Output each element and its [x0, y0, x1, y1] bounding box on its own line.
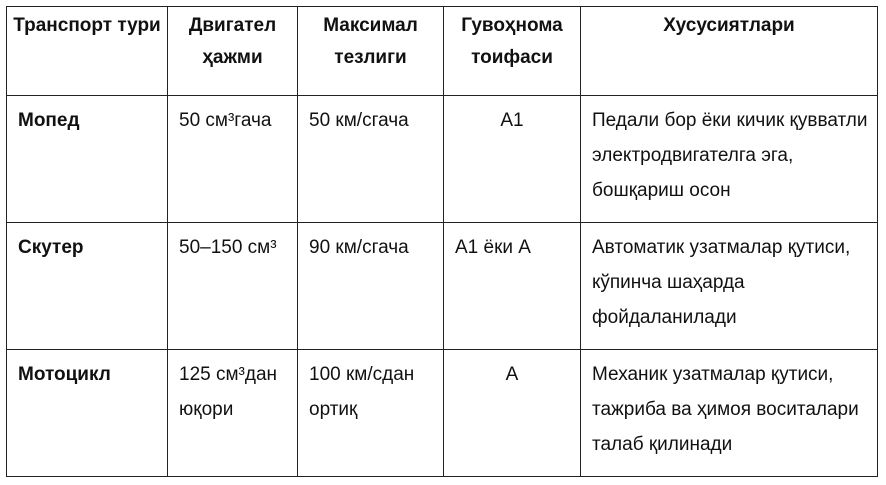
- cell-engine: 50 см³гача: [168, 96, 298, 223]
- cell-license: A: [444, 350, 581, 477]
- header-features: Хусусиятлари: [581, 7, 878, 96]
- table-row-scooter: [7, 223, 878, 350]
- header-transport-type: Транспорт тури: [7, 7, 168, 96]
- cell-speed: 100 км/сдан ортиқ: [298, 350, 444, 477]
- header-license-category: Гувоҳнома тоифаси: [444, 7, 581, 96]
- cell-engine: 50–150 см³: [168, 223, 298, 350]
- cell-type: Скутер: [7, 223, 168, 350]
- cell-license: A1: [444, 96, 581, 223]
- cell-type: Мотоцикл: [7, 350, 168, 477]
- cell-speed: 50 км/сгача: [298, 96, 444, 223]
- header-engine-volume: Двигател ҳажми: [168, 7, 298, 96]
- cell-license: A1 ёки A: [444, 223, 581, 350]
- table-row-moped: [7, 96, 878, 223]
- header-row: [7, 7, 878, 96]
- header-max-speed: Максимал тезлиги: [298, 7, 444, 96]
- cell-features: Педали бор ёки кичик қувватли электродвигателга эга, бошқариш осон: [581, 96, 878, 223]
- cell-engine: 125 см³дан юқори: [168, 350, 298, 477]
- cell-speed: 90 км/сгача: [298, 223, 444, 350]
- cell-features: Автоматик узатмалар қутиси, кўпинча шаҳарда фойдаланилади: [581, 223, 878, 350]
- cell-features: Механик узатмалар қутиси, тажриба ва ҳимоя воситалари талаб қилинади: [581, 350, 878, 477]
- motorcycle-comparison-table: [6, 6, 878, 477]
- table-row-motorcycle: [7, 350, 878, 477]
- cell-type: Мопед: [7, 96, 168, 223]
